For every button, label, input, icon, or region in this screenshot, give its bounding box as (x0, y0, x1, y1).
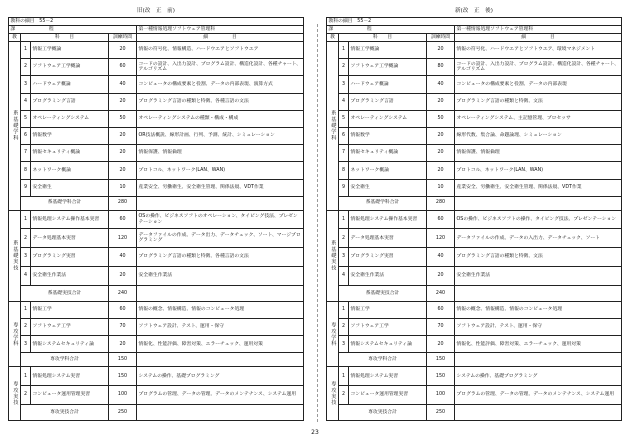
table-row (9, 179, 304, 196)
total-label: 専攻学科合計 (21, 353, 109, 367)
training-hours: 20 (109, 267, 137, 286)
table-row (9, 229, 304, 248)
category-label: 系基礎実技 (327, 210, 339, 301)
training-hours: 60 (109, 210, 137, 229)
after-revision-panel (326, 6, 622, 421)
subject-name: 安全衛生作業法 (31, 267, 109, 286)
course-label: 教科の細目 55－2 (9, 18, 304, 26)
subject-detail: 情報の概念、情報構造、情報のコンピュータ処理 (455, 301, 622, 318)
subject-detail: データファイルの作成、データの入出力、データチェック、ソート (455, 229, 622, 248)
subject-detail: 安全衛生作業法 (137, 267, 304, 286)
table-row (327, 229, 622, 248)
row-number: 1 (21, 367, 31, 386)
header-detail: 細 目 (137, 34, 304, 42)
row-number: 1 (21, 301, 31, 318)
category-label: 系基礎学科 (9, 42, 21, 211)
subject-detail: オペレーティングシステムの種類・構成・構成 (137, 110, 304, 127)
training-hours: 20 (109, 42, 137, 59)
subject-detail: プロトコル、ネットワーク(LAN、WAN) (137, 162, 304, 179)
table-row (327, 179, 622, 196)
subject-detail: ソフトウェア設計、テスト、運用・保守 (137, 319, 304, 336)
training-hours: 50 (427, 110, 455, 127)
table-row (327, 59, 622, 76)
training-hours: 70 (427, 319, 455, 336)
training-hours: 60 (109, 59, 137, 76)
subject-name: オペレーティングシステム (349, 110, 427, 127)
subject-name: ソフトウェア工学 (31, 319, 109, 336)
training-hours: 20 (427, 336, 455, 353)
subject-name: ネットワーク概論 (31, 162, 109, 179)
training-hours: 40 (109, 248, 137, 267)
subject-detail: ソフトウェア設計、テスト、運用・保守 (455, 319, 622, 336)
category-label: 系基礎学科 (327, 42, 339, 211)
subject-name: 安全衛生 (31, 179, 109, 196)
total-hours: 150 (109, 353, 137, 367)
subject-detail: プログラミング言語の種類と特徴、各種言語の文法 (137, 248, 304, 267)
training-hours: 20 (109, 162, 137, 179)
training-hours: 80 (427, 59, 455, 76)
header-category: 教 (327, 34, 339, 42)
table-row (9, 367, 304, 386)
subject-name: プログラミング実習 (349, 248, 427, 267)
category-label: 専攻学科 (327, 301, 339, 367)
subject-detail: 産業安全、労働衛生、安全衛生管理、関係法規、VDT作業 (455, 179, 622, 196)
total-label: 系基礎学科合計 (21, 196, 109, 210)
row-number: 1 (21, 210, 31, 229)
table-row (9, 42, 304, 59)
row-number: 5 (339, 110, 349, 127)
subject-detail: システムの操作、基礎プログラミング (137, 367, 304, 386)
subject-name: 情報数学 (31, 127, 109, 144)
table-row (327, 336, 622, 353)
curriculum-table (326, 17, 622, 421)
total-blank (137, 285, 304, 301)
total-row (9, 196, 304, 210)
training-hours: 20 (109, 127, 137, 144)
subject-detail: OSの操作、ビジネスソフトのオペレーション、タイピング技法、プレゼンテーション (137, 210, 304, 229)
table-row (327, 367, 622, 386)
row-number: 2 (21, 229, 31, 248)
total-blank (137, 196, 304, 210)
row-number: 5 (21, 110, 31, 127)
table-row (327, 127, 622, 144)
header-subject: 科 目 (339, 34, 427, 42)
training-hours: 40 (109, 76, 137, 93)
training-hours: 100 (109, 386, 137, 405)
table-row (9, 110, 304, 127)
curriculum-value: 第一種情報処理ソフトウェア管理科 (455, 26, 622, 34)
training-hours: 20 (427, 267, 455, 286)
subject-name: オペレーティングシステム (31, 110, 109, 127)
training-hours: 150 (427, 367, 455, 386)
subject-name: ソフトウェア工学概論 (349, 59, 427, 76)
subject-name: 情報処理システム操作基本実習 (31, 210, 109, 229)
total-row (327, 285, 622, 301)
table-row (327, 76, 622, 93)
training-hours: 20 (427, 93, 455, 110)
subject-name: 情報システムセキュリティ論 (349, 336, 427, 353)
subject-detail: 線形代数、集合論、命題論理、シミュレーション (455, 127, 622, 144)
header-hours: 訓練時間 (427, 34, 455, 42)
subject-detail: プログラミング言語の種類と特徴、各種言語の文法 (137, 93, 304, 110)
training-hours: 40 (427, 248, 455, 267)
subject-detail: 情報の概念、情報構造、情報のコンピュータ処理 (137, 301, 304, 318)
training-hours: 120 (427, 229, 455, 248)
total-blank (455, 285, 622, 301)
table-row (327, 319, 622, 336)
table-row (327, 42, 622, 59)
row-number: 3 (21, 248, 31, 267)
subject-detail: 情報保護、情報倫理 (137, 145, 304, 162)
subject-detail: プログラミング言語の種類と特徴、文法 (455, 248, 622, 267)
training-hours: 50 (109, 110, 137, 127)
total-hours: 150 (427, 353, 455, 367)
subject-name: ソフトウェア工学 (349, 319, 427, 336)
before-revision-panel (8, 6, 304, 421)
table-row (327, 386, 622, 405)
total-label: 系基礎実技合計 (339, 285, 427, 301)
subject-detail: 情報化、性能評価、障害対策、エラーチェック、運用対策 (455, 336, 622, 353)
total-hours: 280 (427, 196, 455, 210)
subject-detail: データファイルの作成、データ出力、データチェック、ソート、マージプログラミング (137, 229, 304, 248)
training-hours: 20 (427, 42, 455, 59)
subject-name: プログラミング言語 (349, 93, 427, 110)
total-row (327, 196, 622, 210)
table-row (9, 336, 304, 353)
course-label: 教科の細目 55－2 (327, 18, 622, 26)
row-number: 2 (21, 59, 31, 76)
curriculum-label: 課 程 (327, 26, 455, 34)
header-subject: 科 目 (21, 34, 109, 42)
subject-name: 情報セキュリティ概論 (349, 145, 427, 162)
subject-name: ハードウェア概論 (31, 76, 109, 93)
subject-name: ネットワーク概論 (349, 162, 427, 179)
total-hours: 240 (427, 285, 455, 301)
subject-name: 情報処理システム実習 (349, 367, 427, 386)
subject-name: 情報工学概論 (31, 42, 109, 59)
total-row (9, 285, 304, 301)
row-number: 2 (339, 319, 349, 336)
subject-name: 情報処理システム実習 (31, 367, 109, 386)
row-number: 7 (21, 145, 31, 162)
row-number: 9 (21, 179, 31, 196)
table-row (9, 319, 304, 336)
subject-detail: コードの設計、入出力設計、プログラム設計、構造化設計、各種チャート、アルゴリズム (137, 59, 304, 76)
subject-detail: 情報保護、情報倫理 (455, 145, 622, 162)
row-number: 1 (339, 367, 349, 386)
subject-name: 情報数学 (349, 127, 427, 144)
row-number: 1 (339, 301, 349, 318)
subject-name: 情報工学 (31, 301, 109, 318)
subject-detail: プログラムの管理、データの管理、データのメンテナンス、システム運用 (137, 386, 304, 405)
header-category: 教 (9, 34, 21, 42)
panel-heading: 旧(改 正 前) (137, 8, 175, 14)
page-separator (317, 24, 318, 422)
subject-name: 情報システムセキュリティ論 (31, 336, 109, 353)
table-row (327, 93, 622, 110)
table-row (9, 162, 304, 179)
total-row (327, 353, 622, 367)
subject-name: 安全衛生 (349, 179, 427, 196)
subject-detail: コンピュータの構成要素と役割、データの内部表現、演算方式 (137, 76, 304, 93)
row-number: 1 (339, 210, 349, 229)
training-hours: 20 (427, 162, 455, 179)
curriculum-label: 課 程 (9, 26, 137, 34)
subject-name: 情報セキュリティ概論 (31, 145, 109, 162)
total-hours: 250 (427, 405, 455, 421)
subject-detail: プログラムの管理、データの管理、データのメンテナンス、システム運用 (455, 386, 622, 405)
row-number: 2 (339, 59, 349, 76)
total-hours: 240 (109, 285, 137, 301)
subject-name: 情報工学概論 (349, 42, 427, 59)
subject-name: プログラミング言語 (31, 93, 109, 110)
subject-detail: OSの操作、ビジネスソフトの操作、タイピング技法、プレゼンテーション (455, 210, 622, 229)
subject-name: プログラミング実習 (31, 248, 109, 267)
training-hours: 20 (109, 145, 137, 162)
total-hours: 280 (109, 196, 137, 210)
table-row (9, 248, 304, 267)
subject-name: ハードウェア概論 (349, 76, 427, 93)
row-number: 8 (21, 162, 31, 179)
subject-detail: プログラミング言語の種類と特徴、文法 (455, 93, 622, 110)
row-number: 2 (339, 229, 349, 248)
training-hours: 60 (109, 301, 137, 318)
table-row (9, 59, 304, 76)
table-row (327, 162, 622, 179)
subject-detail: 情報の符号化、ハードウエアとソフトウエア、環境マネジメント (455, 42, 622, 59)
total-hours: 250 (109, 405, 137, 421)
row-number: 4 (21, 93, 31, 110)
header-detail: 細 目 (455, 34, 622, 42)
row-number: 1 (339, 42, 349, 59)
total-blank (455, 353, 622, 367)
subject-name: 情報処理システム操作基本実習 (349, 210, 427, 229)
subject-detail: プロトコル、ネットワーク(LAN、WAN) (455, 162, 622, 179)
header-hours: 訓練時間 (109, 34, 137, 42)
subject-name: コンピュータ運用管理実習 (349, 386, 427, 405)
category-label: 系基礎実技 (9, 210, 21, 301)
row-number: 4 (21, 267, 31, 286)
row-number: 2 (21, 386, 31, 405)
training-hours: 20 (109, 93, 137, 110)
category-label: 専攻実技 (9, 367, 21, 421)
category-label: 専攻実技 (327, 367, 339, 421)
training-hours: 70 (109, 319, 137, 336)
table-row (327, 301, 622, 318)
table-row (327, 267, 622, 286)
row-number: 1 (21, 42, 31, 59)
total-label: 系基礎実技合計 (21, 285, 109, 301)
training-hours: 150 (109, 367, 137, 386)
table-row (9, 210, 304, 229)
training-hours: 10 (109, 179, 137, 196)
page-number: 23 (311, 429, 319, 436)
training-hours: 20 (427, 145, 455, 162)
table-row (327, 110, 622, 127)
subject-detail: 情報の符号化、情報構造、ハードウエアとソフトウエア (137, 42, 304, 59)
table-row (9, 127, 304, 144)
row-number: 3 (339, 336, 349, 353)
subject-name: データ処理基本実習 (349, 229, 427, 248)
training-hours: 60 (427, 210, 455, 229)
subject-detail: OR技法概説、線形計画、行列、予測、統計、シミュレーション (137, 127, 304, 144)
panel-heading: 新(改 正 後) (455, 8, 493, 14)
subject-detail: システムの操作、基礎プログラミング (455, 367, 622, 386)
row-number: 3 (21, 336, 31, 353)
subject-detail: コンピュータの構成要素と役割、データの内部表現 (455, 76, 622, 93)
curriculum-value: 第一種情報処理ソフトウェア管理科 (137, 26, 304, 34)
row-number: 4 (339, 267, 349, 286)
table-row (327, 248, 622, 267)
row-number: 3 (21, 76, 31, 93)
training-hours: 60 (427, 301, 455, 318)
total-blank (455, 196, 622, 210)
table-row (327, 145, 622, 162)
subject-detail: オペレーティングシステム、主記憶管理、プロセッサ (455, 110, 622, 127)
row-number: 6 (21, 127, 31, 144)
table-row (9, 301, 304, 318)
total-label: 専攻学科合計 (339, 353, 427, 367)
total-label: 専攻実技合計 (339, 405, 427, 421)
row-number: 9 (339, 179, 349, 196)
training-hours: 20 (427, 127, 455, 144)
row-number: 2 (21, 319, 31, 336)
total-label: 系基礎学科合計 (339, 196, 427, 210)
training-hours: 120 (109, 229, 137, 248)
subject-name: 安全衛生作業法 (349, 267, 427, 286)
table-row (9, 145, 304, 162)
table-row (9, 93, 304, 110)
training-hours: 10 (427, 179, 455, 196)
subject-detail: 安全衛生作業法 (455, 267, 622, 286)
table-row (327, 210, 622, 229)
total-row (9, 353, 304, 367)
row-number: 7 (339, 145, 349, 162)
subject-name: 情報工学 (349, 301, 427, 318)
subject-name: コンピュータ運用管理実習 (31, 386, 109, 405)
row-number: 2 (339, 386, 349, 405)
total-label: 専攻実技合計 (21, 405, 109, 421)
subject-detail: 産業安全、労働衛生、安全衛生管理、関係法規、VDT作業 (137, 179, 304, 196)
subject-name: ソフトウェア工学概論 (31, 59, 109, 76)
total-row (9, 405, 304, 421)
total-blank (137, 353, 304, 367)
row-number: 6 (339, 127, 349, 144)
training-hours: 100 (427, 386, 455, 405)
subject-detail: コードの設計、入出力設計、プログラム設計、構造化設計、各種チャート、アルゴリズム (455, 59, 622, 76)
table-row (9, 76, 304, 93)
table-row (9, 386, 304, 405)
category-label: 専攻学科 (9, 301, 21, 367)
row-number: 3 (339, 248, 349, 267)
subject-name: データ処理基本実習 (31, 229, 109, 248)
curriculum-table (8, 17, 304, 421)
subject-detail: 情報化、性能評価、障害対策、エラーチェック、運用対策 (137, 336, 304, 353)
training-hours: 20 (109, 336, 137, 353)
training-hours: 40 (427, 76, 455, 93)
row-number: 8 (339, 162, 349, 179)
row-number: 4 (339, 93, 349, 110)
table-row (9, 267, 304, 286)
total-row (327, 405, 622, 421)
total-blank (455, 405, 622, 421)
row-number: 3 (339, 76, 349, 93)
total-blank (137, 405, 304, 421)
